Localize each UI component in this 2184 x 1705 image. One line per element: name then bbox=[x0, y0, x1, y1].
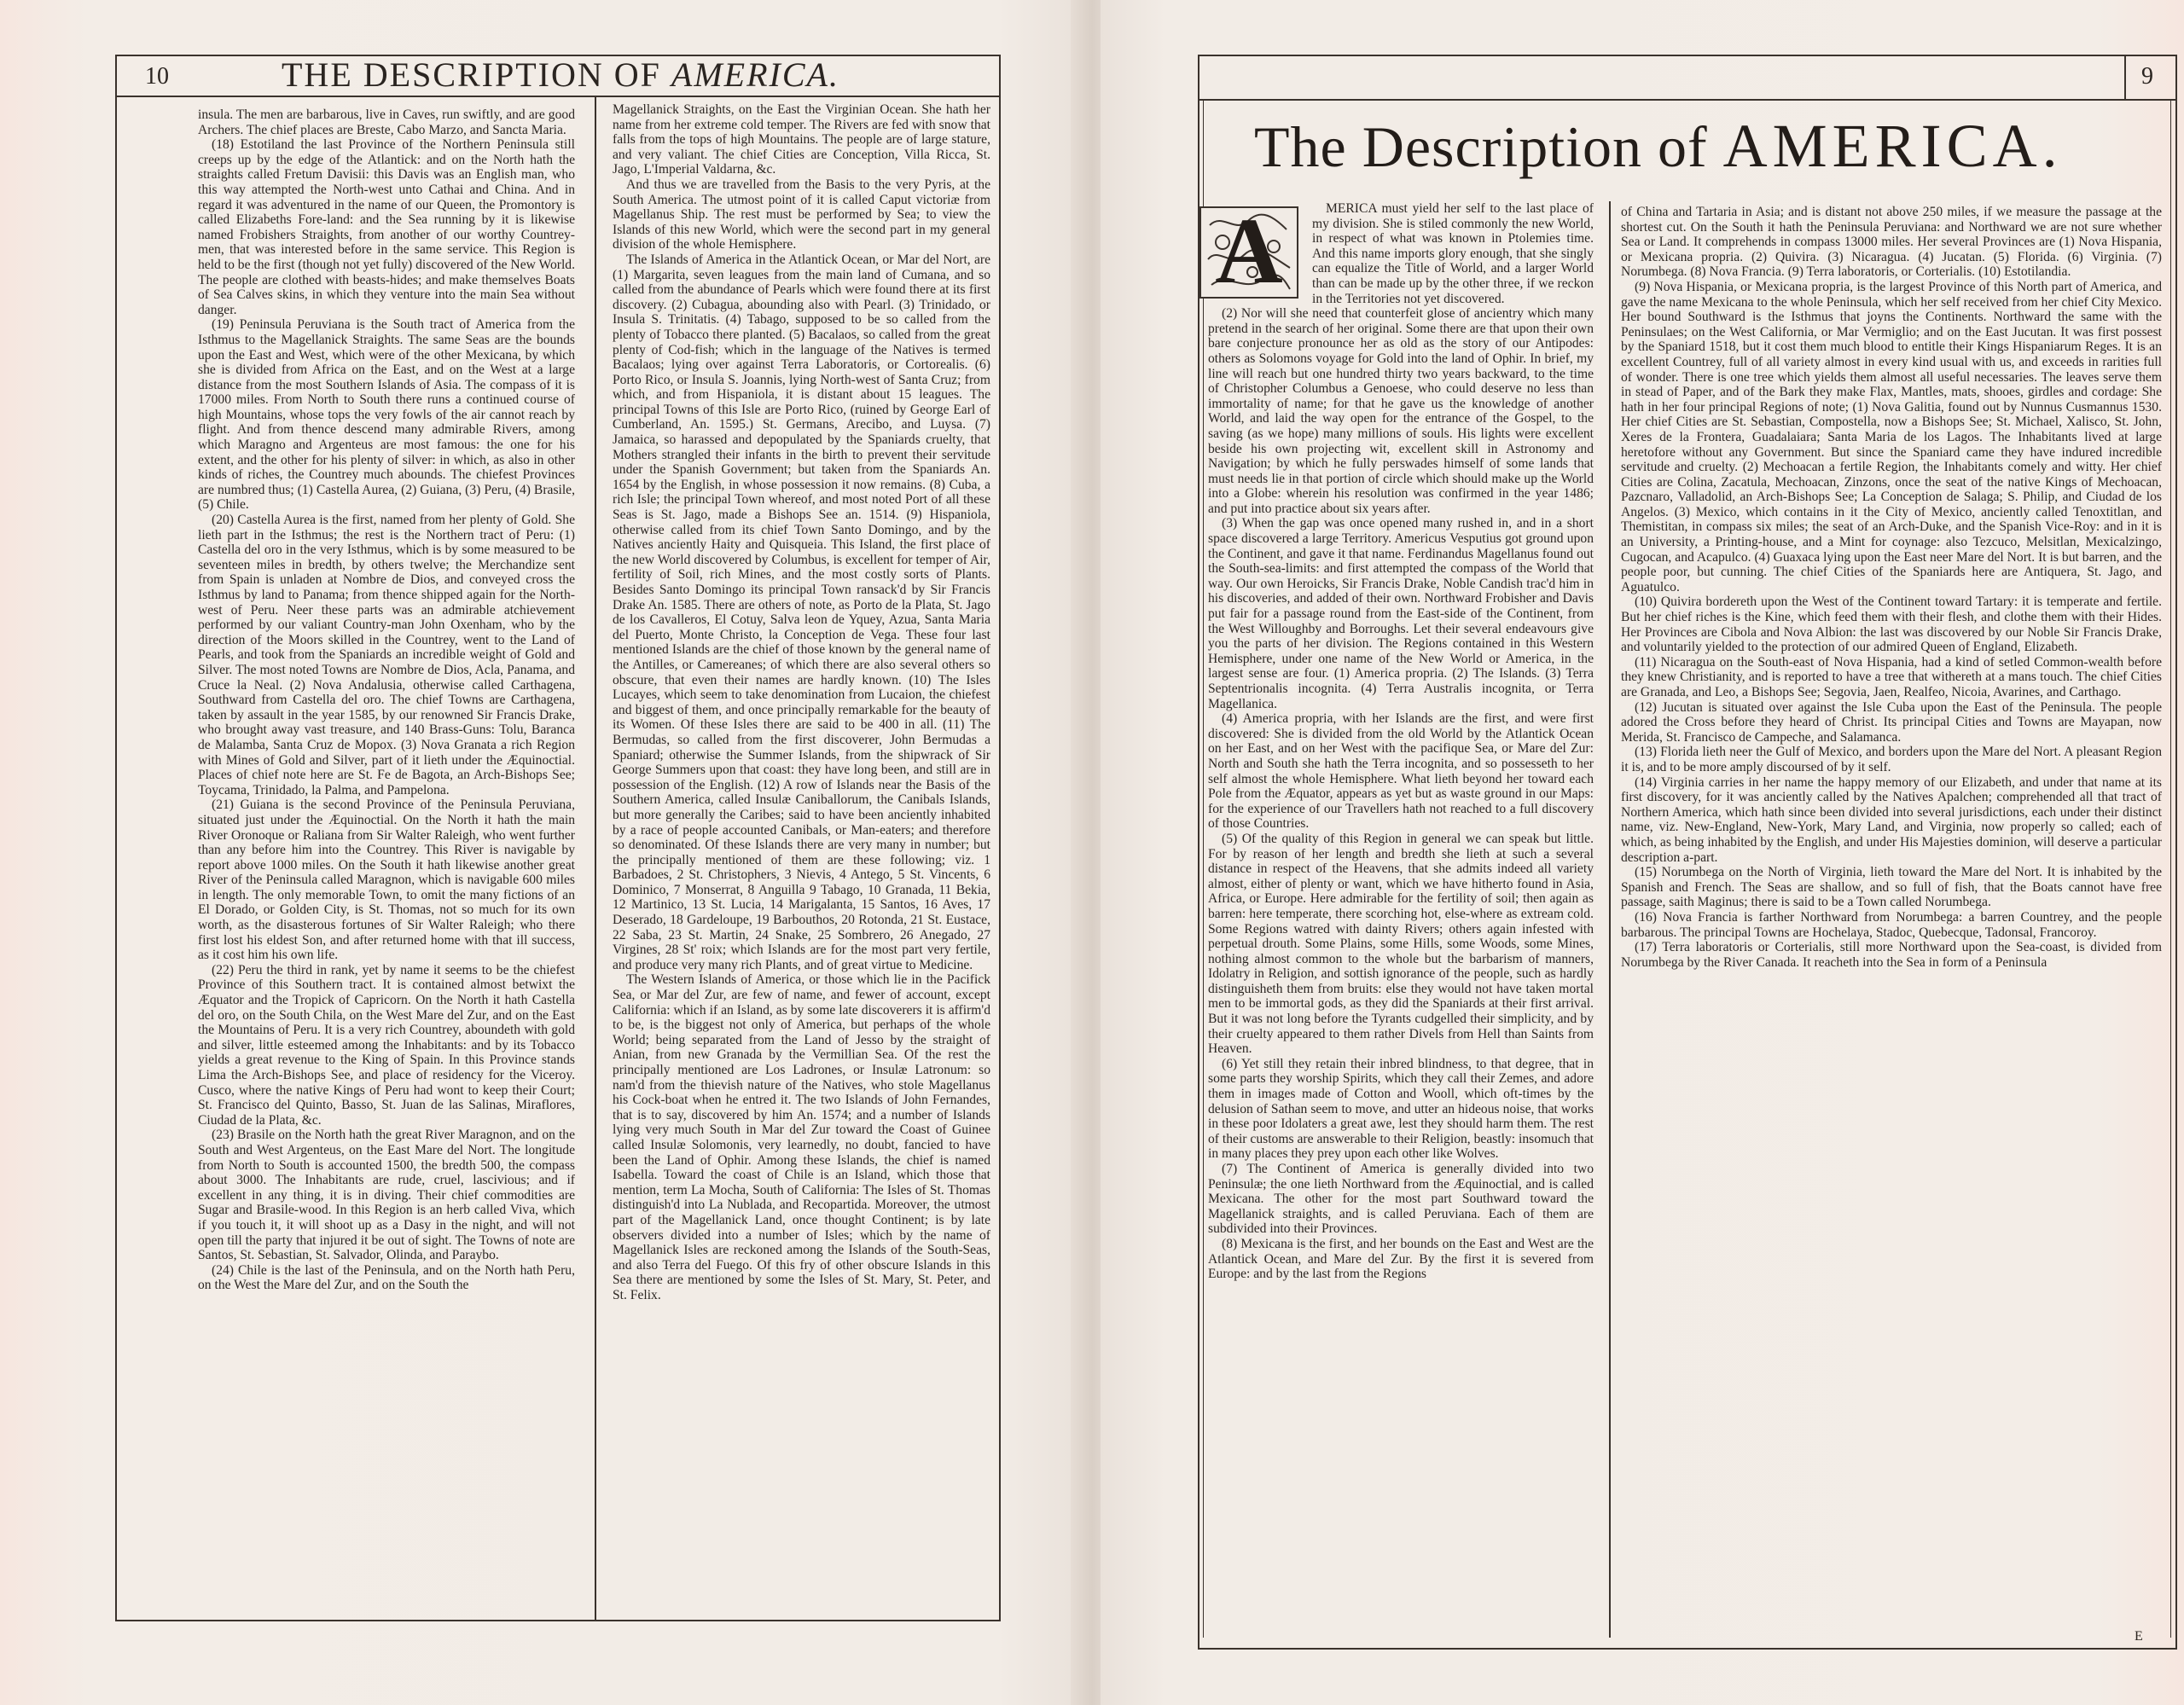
paragraph: of China and Tartaria in Asia; and is distant not above 250 miles, if we measure the passage at the shortest cut. On the South it hath the Peninsula Peruviana: and Northward we are not sure whether Sea or Land. It comprehends in compass 13000 miles. Her several Provinces are (1) Nova Hispania, or Mexicana propria. (2) Quivira. (3) Nicaragua. (4) Jucatan. (5) Florida. (6) Virginia. (7) Norumbega. (8) Nova Francia. (9) Terra laboratoris, or Corterialis. (10) Estotilandia. bbox=[1621, 205, 2162, 280]
paragraph: (12) Jucutan is situated over against the Isle Cuba upon the East of the Peninsula. The people adored the Cross before they heard of Christ. Its principal Cities and Towns are Mayapan, now Merida, St. Francisco de Campeche, and Salamanca. bbox=[1621, 699, 2162, 745]
left-column-2 bbox=[613, 102, 990, 1615]
left-page bbox=[0, 0, 1083, 1705]
paragraph: (23) Brasile on the North hath the great River Maragnon, and on the South and West Argenteus, on the East Mare del Nort. The longitude from North to South is accounted 1500, the bredth 500, the compass about 3000. The Inhabitants are rude, cruel, lascivious; and if excellent in any thing, it is in diving. Their chief commodities are Sugar and Brasile-wood. In this Region is an herb called Viva, which if you touch it, it will shoot up as a Dasy in the night, and will not open till the party that injured it be out of sight. The Towns of note are Santos, St. Sebastian, St. Salvador, Olinda, and Paraybo. bbox=[198, 1128, 575, 1263]
paragraph: (8) Mexicana is the first, and her bounds on the East and West are the Atlantick Ocean, and Mare del Zur. By the first it is severed from Europe: and by the last from the Regions bbox=[1208, 1236, 1594, 1282]
paragraph: (22) Peru the third in rank, yet by name it seems to be the chiefest Province of this Southern tract. It is contained almost betwixt the Æquator and the Tropick of Capricorn. On the North it hath Castella del oro, on the South Chila, on the West Mare del Zur, and on the East the Mountains of Peru. It is a very rich Countrey, aboundeth with gold and silver, little esteemed among the Inhabitants: and by its Tobacco yields a great revenue to the King of Spain. In this Province stands Lima the Arch-Bishops See, and place of residency for the Viceroy. Cusco, where the native Kings of Peru had wont to keep their Court; St. Francisco del Quinto, Basso, St. Juan de las Salinas, Miraflores, Ciudad de la Plata, &c. bbox=[198, 962, 575, 1128]
paragraph: (3) When the gap was once opened many rushed in, and in a short space discovered a large Territory. Americus Vesputius got ground upon the Continent, and gave it that name. Ferdinandus Magellanus found out the South-sea-limits: and first attempted the compass of the World that way. Our own Heroicks, Sir Francis Drake, Noble Candish trac'd him in his discoveries, and added of their own. Northward Frobisher and Davis put fair for a passage round from the East-side of the Continent, from the West Willoughby and Borroughs. Let their several endeavours give you the parts of her division. The Regions contained in this Western Hemisphere, under one name of the New World or America, in the largest sense are four. (1) America propria. (2) The Islands. (3) Terra Septentrionalis incognita. (4) Terra Australis incognita, or Terra Magellanica. bbox=[1208, 516, 1594, 711]
title-prefix: The Description of bbox=[1254, 114, 1708, 179]
right-inner-right bbox=[2170, 101, 2171, 1638]
right-page-number: 9 bbox=[2141, 63, 2153, 90]
paragraph: (10) Quivira bordereth upon the West of the Continent toward Tartary: it is temperate and fertile. But her chief riches is the Kine, which feed them with their flesh, and clothe them with their Hides. Her Provinces are Cibola and Nova Albion: the last was discovered by our Noble Sir Francis Drake, and voluntarily yielded to the protection of our admired Queen of England, Elizabeth. bbox=[1621, 594, 2162, 655]
paragraph: (9) Nova Hispania, or Mexicana propria, is the largest Province of this North part of America, and gave the name Mexicana to the whole Peninsula, which her self received from her chief City Mexico. Her bound Southward is the Isthmus that joyns the Continents. Northward the same with the Peninsulaes; on the West California, or Mar Vermiglio; and on the East Jucutan. It was first possest by the Spaniard 1518, but it cost them much blood to entitle their Kings Hispaniarum Reges. It is an excellent Countrey, full of all variety almost in every kind usual with us, and exceeds in rarities full of wonder. There is one tree which yields them almost all useful necessaries. The leaves serve them in stead of Paper, and of the Bark they make Flax, Mantles, mats, shooes, girdles and cordage: She hath in her four principal Regions of note; (1) Nova Galitia, found out by Nunnus Cusmannus 1530. Her chief Cities are St. Sebastian, Compostella, now a Bishops See; St. Michael, Xalisco, St. John, Xeres de la Frontera, Guadalaiara; Santa Maria de los Lagos. The Inhabitants lived at large heretofore without any Government. But since the Spaniard came they have indured incredible servitude and cruelty. (2) Mechoacan a fertile Region, the Inhabitants comely and witty. Her chief Cities are Colina, Zacatula, Mechoacan, Zinzons, once the seat of the native Kings of Mechoacan, Pazcnaro, Valladolid, an Arch-Bishops See; La Conception de Salaga; S. Philip, and Ciudad de los Angelos. (3) Mexico, which contains in it the City of Mexico, anciently called Tenoxtitlan, and Themistitan, in compass six miles; the seat of an Arch-Duke, and the Spanish Vice-Roy: and in it is an University, a Printing-house, and a Mint for coynage: also Tezcuco, Melsitlan, Mexicalzingo, Cugocan, and Acapulco. (4) Guaxaca lying upon the East neer Mare del Nort. It is but barren, and the people poor, but cunning. The chief Cities of the Spaniards here are Antiquera, St. Jago, and Aguatulco. bbox=[1621, 279, 2162, 594]
paragraph: (21) Guiana is the second Province of the Peninsula Peruviana, situated just under the Æquinoctial. On the North it hath the main River Oronoque or Raliana from Sir Walter Raleigh, who went further than any before him into the Countrey. This River is navigable by report above 1000 miles. On the South it hath likewise another great River of the Peninsula called Maragnon, which is navigable 600 miles in length. The only memorable Town, to omit the many fictions of an El Dorado, or Golden City, is St. Thomas, not so much for its own worth, as the disasterous fortunes of Sir Walter Raleigh; who there first lost his eldest Son, and after returned home with that ill success, as it cost him his own life. bbox=[198, 797, 575, 963]
left-page-number: 10 bbox=[145, 63, 169, 90]
paragraph: (4) America propria, with her Islands are the first, and were first discovered: She is divided from the old World by the Atlantick Ocean on her East, and on her West with the pacifique Sea, or Mare del Zur: North and South she hath the Terra incognita, and so possesseth to her self almost the whole Hemisphere. What lieth beyond her toward each Pole from the Æquator, appears as yet but as waste ground in our Maps: for the experience of our Travellers hath not reached to a full discovery of those Countries. bbox=[1208, 711, 1594, 832]
right-column-divider bbox=[1609, 201, 1611, 1638]
title-name: AMERICA. bbox=[1722, 112, 2063, 180]
paragraph: (16) Nova Francia is farther Northward from Norumbega: a barren Countrey, and the people barbarous. The principal Towns are Hochelaya, Stadoc, Quebecque, Tadonsal, Francoroy. bbox=[1621, 909, 2162, 940]
left-header-rule bbox=[115, 96, 1001, 97]
paragraph: (7) The Continent of America is generally divided into two Peninsulæ; the one lieth Northward from the Æquinoctial, and is called Mexicana. The other for the most part Southward toward the Magellanick straights, and is called Peruviana. Each of them are subdivided into their Provinces. bbox=[1208, 1162, 1594, 1237]
drop-cap-letter: A bbox=[1215, 199, 1283, 303]
paragraph: MERICA must yield her self to the last place of my division. She is stiled commonly the new World, in respect of what was known in Ptolemies time. And this name imports glory enough, that she singly can equalize the Title of World, and a larger World than can be made up by the other three, if we reckon in the Territories not yet discovered. bbox=[1312, 201, 1594, 306]
paragraph: (18) Estotiland the last Province of the Northern Peninsula still creeps up by the edge of the Atlantick: and on the North hath the straights called Fretum Davisii: this Davis was an English man, who this way attempted the North-west unto Cathai and China. And in regard it was adventured in the name of our Queen, the Promontory is called Elizabeths Fore-land: and the Sea running by it is likewise named Frobishers Straights, from another of our worthy Countrey-men, that was interested before in the same service. This Region is held to be the first (though not yet fully) discovered of the New World. The people are clothed with beasts-hides; and make themselves Boats of Sea Calves skins, in which they venture into the main Sea without danger. bbox=[198, 137, 575, 317]
paragraph: The Islands of America in the Atlantick Ocean, or Mar del Nort, are (1) Margarita, seven leagues from the main land of Cumana, and so called from the abundance of Pearls which were found there at its first discovery. (2) Cubagua, abounding also with Pearl. (3) Trinidado, or Insula S. Trinitatis. (4) Tabago, supposed to be so called from the plenty of Tobacco there planted. (5) Bacalaos, so called from the great plenty of Cod-fish; which in the language of the Natives is termed Bacalaos; lying over against Terra Laboratoris, or Cortorealis. (6) Porto Rico, or Insula S. Joannis, lying North-west of Santa Cruz; from which, and from Hispaniola, it is distant about 15 leagues. The principal Towns of this Isle are Porto Rico, (ruined by George Earl of Cumberland, An. 1595.) St. Germans, Arecibo, and Luysa. (7) Jamaica, so harassed and depopulated by the Spaniards cruelty, that Mothers strangled their infants in the birth to prevent their servitude under the Spanish Government; but taken from the Spaniards An. 1654 by the English, in whose possession it now remains. (8) Cuba, a rich Isle; the principal Town whereof, and most noted Port of all these Seas is St. Jago, made a Bishops See an. 1514. (9) Hispaniola, otherwise called from its chief Town Santo Domingo, and by the Natives anciently Haity and Quisqueia. This Island, the first place of the new World discovered by Columbus, is excellent for temper of Air, fertility of Soil, rich Mines, and the most costly sorts of Plants. Besides Santo Domingo its principal Town ransack'd by Sir Francis Drake An. 1585. There are others of note, as Porto de la Plata, St. Jago de los Cavalleros, El Cotuy, Salva leon de Yquey, Azua, Santa Maria del Puerto, Monte Christo, la Conception de Vega. These four last mentioned Islands are the chief of those known by the general name of the Antilles, or Camereanes; of which there are also several others so obscure, that even their names are hardly known. (10) The Isles Lucayes, which seem to take denomination from Lucaion, the chiefest and biggest of them, and once principally remarkable for the beauty of its Women. Of these Isles there are said to be 400 in all. (11) The Bermudas, so called from the first discoverer, John Bermudas a Spaniard; otherwise the Summer Islands, from the shipwrack of Sir George Summers upon that coast: they have long been, and still are in possession of the English. (12) A row of Islands near the Basis of the Southern America, called Insulæ Caniballorum, the Canibals Islands, but more generally the Caribes; said to have been anciently inhabited by a race of people accounted Canibals, or Man-eaters; and therefore so denominated. Of these Islands there are very many in number; but the principally mentioned of them are these following; viz. 1 Barbadoes, 2 St. Christophers, 3 Nievis, 4 Antego, 5 St. Vincents, 6 Dominico, 7 Monserrat, 8 Anguilla 9 Tabago, 10 Granada, 11 Bekia, 12 Martinico, 13 St. Lucia, 14 Marigalanta, 15 Santos, 16 Aves, 17 Deserado, 18 Gardeloupe, 19 Barbouthos, 20 Rotonda, 21 St. Eustace, 22 Saba, 23 St. Martin, 24 Snake, 25 Sombrero, 26 Anegado, 27 Virgines, 28 St' roix; which Islands are for the most part very fertile, and produce very many rich Plants, and of great virtue to Medicine. bbox=[613, 252, 990, 972]
paragraph: (13) Florida lieth neer the Gulf of Mexico, and borders upon the Mare del Nort. A pleasant Region it is, and to be more amply discoursed of by it self. bbox=[1621, 745, 2162, 774]
right-pagenum-rule bbox=[2124, 56, 2126, 99]
paragraph: (11) Nicaragua on the South-east of Nova Hispania, had a kind of setled Common-wealth before they knew Christianity, and is reported to have a tree that withereth at a mans touch. The chief Cities are Granada, and Leo, a Bishops See; Segovia, Jaen, Realfeo, Nicoia, Avarines, and Carthago. bbox=[1621, 654, 2162, 699]
paragraph: And thus we are travelled from the Basis to the very Pyris, at the South America. The utmost point of it is called Caput victoriæ from Magellanus Ship. The rest must be performed by Sea; to view the Islands of this new World, which were the second part in my general division of the whole Hemisphere. bbox=[613, 177, 990, 252]
paragraph: The Western Islands of America, or those which lie in the Pacifick Sea, or Mar del Zur, are few of name, and fewer of account, except California: which if an Island, as by some late discoverers it is affirm'd to be, is the biggest not only of America, but perhaps of the whole World; being separated from the Land of Jesso by the straight of Anian, from new Granada by the Vermillian Sea. Of the rest the principally mentioned are Los Ladrones, or Insulæ Latronum: so nam'd from the thievish nature of the Natives, who stole Magellanus his Cock-boat when he entred it. The two Islands of John Fernandes, that is to say, discovered by him An. 1574; and a number of Islands lying very much South in Mar del Zur toward the Coast of Guinee called Insulæ Solomonis, very learnedly, no doubt, fancied to have been the Land of Ophir. Among these Islands, the chief is named Isabella. Toward the coast of Chile is an Island, which those that mention, term La Mocha, South of California: The Isles of St. Thomas distinguish'd into La Nublada, and Recopartida. Moreover, the utmost part of the Magellanick Land, once thought Continent; is by late observers divided into a number of Isles; which by the name of Magellanick Isles are reckoned among the Islands of the South-Seas, and also Terra del Fuego. Of this fry of other obscure Islands in this Sea there are mentioned by some the Isles of St. Mary, St. Peter, and St. Felix. bbox=[613, 972, 990, 1302]
right-page-title bbox=[1254, 111, 2063, 182]
paragraph: (15) Norumbega on the North of Virginia, lieth toward the Mare del Nort. It is inhabited by the Spanish and French. The Seas are shallow, and so full of fish, that the Boats cannot have free passage, saith Maginus; there is said to be a Town called Norumbega. bbox=[1621, 865, 2162, 910]
paragraph: insula. The men are barbarous, live in Caves, run swiftly, and are good Archers. The chief places are Breste, Cabo Marzo, and Sancta Maria. bbox=[198, 107, 575, 137]
right-inner-left bbox=[1203, 101, 1204, 1638]
paragraph: (5) Of the quality of this Region in general we can speak but little. For by reason of her length and bredth she lieth at such a several distance in respect of the Heavens, that she admits indeed all variety almost, either of plenty or want, which we have hitherto found in Asia, Africa, or Europe. Here admirable for the fertility of soil; then again as barren: here temperate, there scorching hot, else-where as extream cold. Some Regions watred with dainty Rivers; others again infested with perpetual drouth. Some Plains, some Hills, some Woods, some Mines, nothing almost common to the whole but the barbarism of manners, Idolatry in Religion, and sottish ignorance of the people, such as hardly distinguisheth them from bruits: else they would not have taken mortal men to be immortal gods, as they did the Spaniards at their first arrival. But it was not long before the Tyrants cudgelled their simplicity, and by their cruelty appeared to them rather Divels from Hell than Saints from Heaven. bbox=[1208, 831, 1594, 1057]
paragraph: Magellanick Straights, on the East the Virginian Ocean. She hath her name from her extreme cold temper. The Rivers are fed with snow that falls from the tops of high Mountains. The people are of large stature, and very valiant. The chief Cities are Conception, Villa Ricca, St. Jago, L'Imperial Valdarna, &c. bbox=[613, 102, 990, 177]
catchword: E bbox=[2135, 1629, 2143, 1644]
paragraph: (24) Chile is the last of the Peninsula, and on the North hath Peru, on the West the Mare del Zur, and on the South the bbox=[198, 1262, 575, 1293]
running-head-name: AMERICA. bbox=[671, 55, 839, 94]
right-column-1 bbox=[1208, 201, 1594, 1643]
paragraph: (17) Terra laboratoris or Corterialis, still more Northward upon the Sea-coast, is divided from Norumbega by the River Canada. It reacheth into the Sea in form of a Peninsula bbox=[1621, 940, 2162, 970]
right-column-2 bbox=[1621, 205, 2162, 1627]
left-column-1 bbox=[198, 107, 575, 1615]
paragraph: (20) Castella Aurea is the first, named from her plenty of Gold. She lieth part in the Isthmus; the rest is the Northern tract of Peru: (1) Castella del oro in the very Isthmus, which is by some measured to be seventeen miles in bredth, by others twelve; the Merchandize sent from Spain is unladen at Nombre de Dios, and conveyed cross the Isthmus by land to Panama; from thence shipped again for the North-west of Peru. Neer these parts was an admirable atchievement performed by our valiant Country-man John Oxenham, who by the direction of the Moors skilled in the Countrey, went to the Land of Pearls, and took from the Spaniards an incredible weight of Gold and Silver. The most noted Towns are Nombre de Dios, Acla, Panama, and Cruce la Neal. (2) Nova Andalusia, otherwise called Carthagena, Southward from Castella del oro. The chief Towns are Carthagena, taken by assault in the year 1585, by our renowned Sir Francis Drake, who brought away vast treasure, and 140 Brass-Guns: Tolu, Baranca de Malamba, Santa Cruz de Mopox. (3) Nova Granata a rich Region with Mines of Gold and Silver, part of it lieth under the Æquinoctial. Places of chief note here are St. Fe de Bagota, an Arch-Bishops See; Toycama, Trinidado, la Palma, and Pampelona. bbox=[198, 513, 575, 797]
paragraph: (19) Peninsula Peruviana is the South tract of America from the Isthmus to the Magellanick Straights. The same Seas are the bounds upon the East and West, which were of the other Mexicana, by which she is divided from Africa on the East, and on the West at a large distance from the most Southern Islands of Asia. The compass of it is 17000 miles. From North to South there runs a continued course of high Mountains, whose tops the very fowls of the air cannot reach by flight. And from thence descend many admirable Rivers, among which Maragno and Argenteus are most famous: the one for his extent, and the other for his plenty of silver: in which, as also in other kinds of riches, the Countrey much abounds. The chiefest Provinces are numbred thus; (1) Castella Aurea, (2) Guiana, (3) Peru, (4) Brasile, (5) Chile. bbox=[198, 317, 575, 513]
right-header-rule bbox=[1198, 99, 2177, 101]
drop-cap-spacer bbox=[1208, 201, 1312, 295]
running-head-prefix: THE DESCRIPTION OF bbox=[282, 55, 661, 94]
paragraph: (14) Virginia carries in her name the happy memory of our Elizabeth, and under that name at its first discovery, for it was anciently called by the Natives Apalchen; comprehended all that tract of Northern America, which hath since been divided into several jurisdictions, each under their distinct name, viz. New-England, New-York, Mary Land, and Virginia, now properly so called; each of which, as being inhabited by the English, and under His Majesties dominion, will deserve a particular description a-part. bbox=[1621, 774, 2162, 865]
left-running-head bbox=[282, 55, 839, 95]
left-column-divider bbox=[595, 97, 596, 1621]
right-page bbox=[1101, 0, 2184, 1705]
paragraph: (6) Yet still they retain their inbred blindness, to that degree, that in some parts they worship Spirits, which they call their Zemes, and adore them in images made of Cotton and Wooll, which oft-times by the delusion of Sathan seem to move, and utter an hideous noise, that works in these poor Idolaters a great awe, lest they should harm them. The rest of their customs are answerable to their Religion, beastly: insomuch that in many places they prey upon each other like Wolves. bbox=[1208, 1056, 1594, 1162]
paragraph: (2) Nor will she need that counterfeit glose of ancientry which many pretend in the search of her original. Some there are that upon their own bare conjecture pronounce her as old as the story of our Antipodes: others as Solomons voyage for Gold into the land of Ophir. In brief, my line will reach but one hundred thirty two years backward, to the time of Christopher Columbus a Genoese, who could deserve no less than immortality of name; for that he gave us the knowledge of another World, and laid the way open for the entrance of the Gospel, to the saving (as we hope) many millions of souls. His lights were excellent beside his own projecting wit, excellent skill in Astronomy and Navigation; by which he fully perswades himself of some lands that must needs lie in that portion of circle which should make up the World into a Globe: wherein his resolution was confirmed in the year 1486; and put into practice about six years after. bbox=[1208, 306, 1594, 516]
